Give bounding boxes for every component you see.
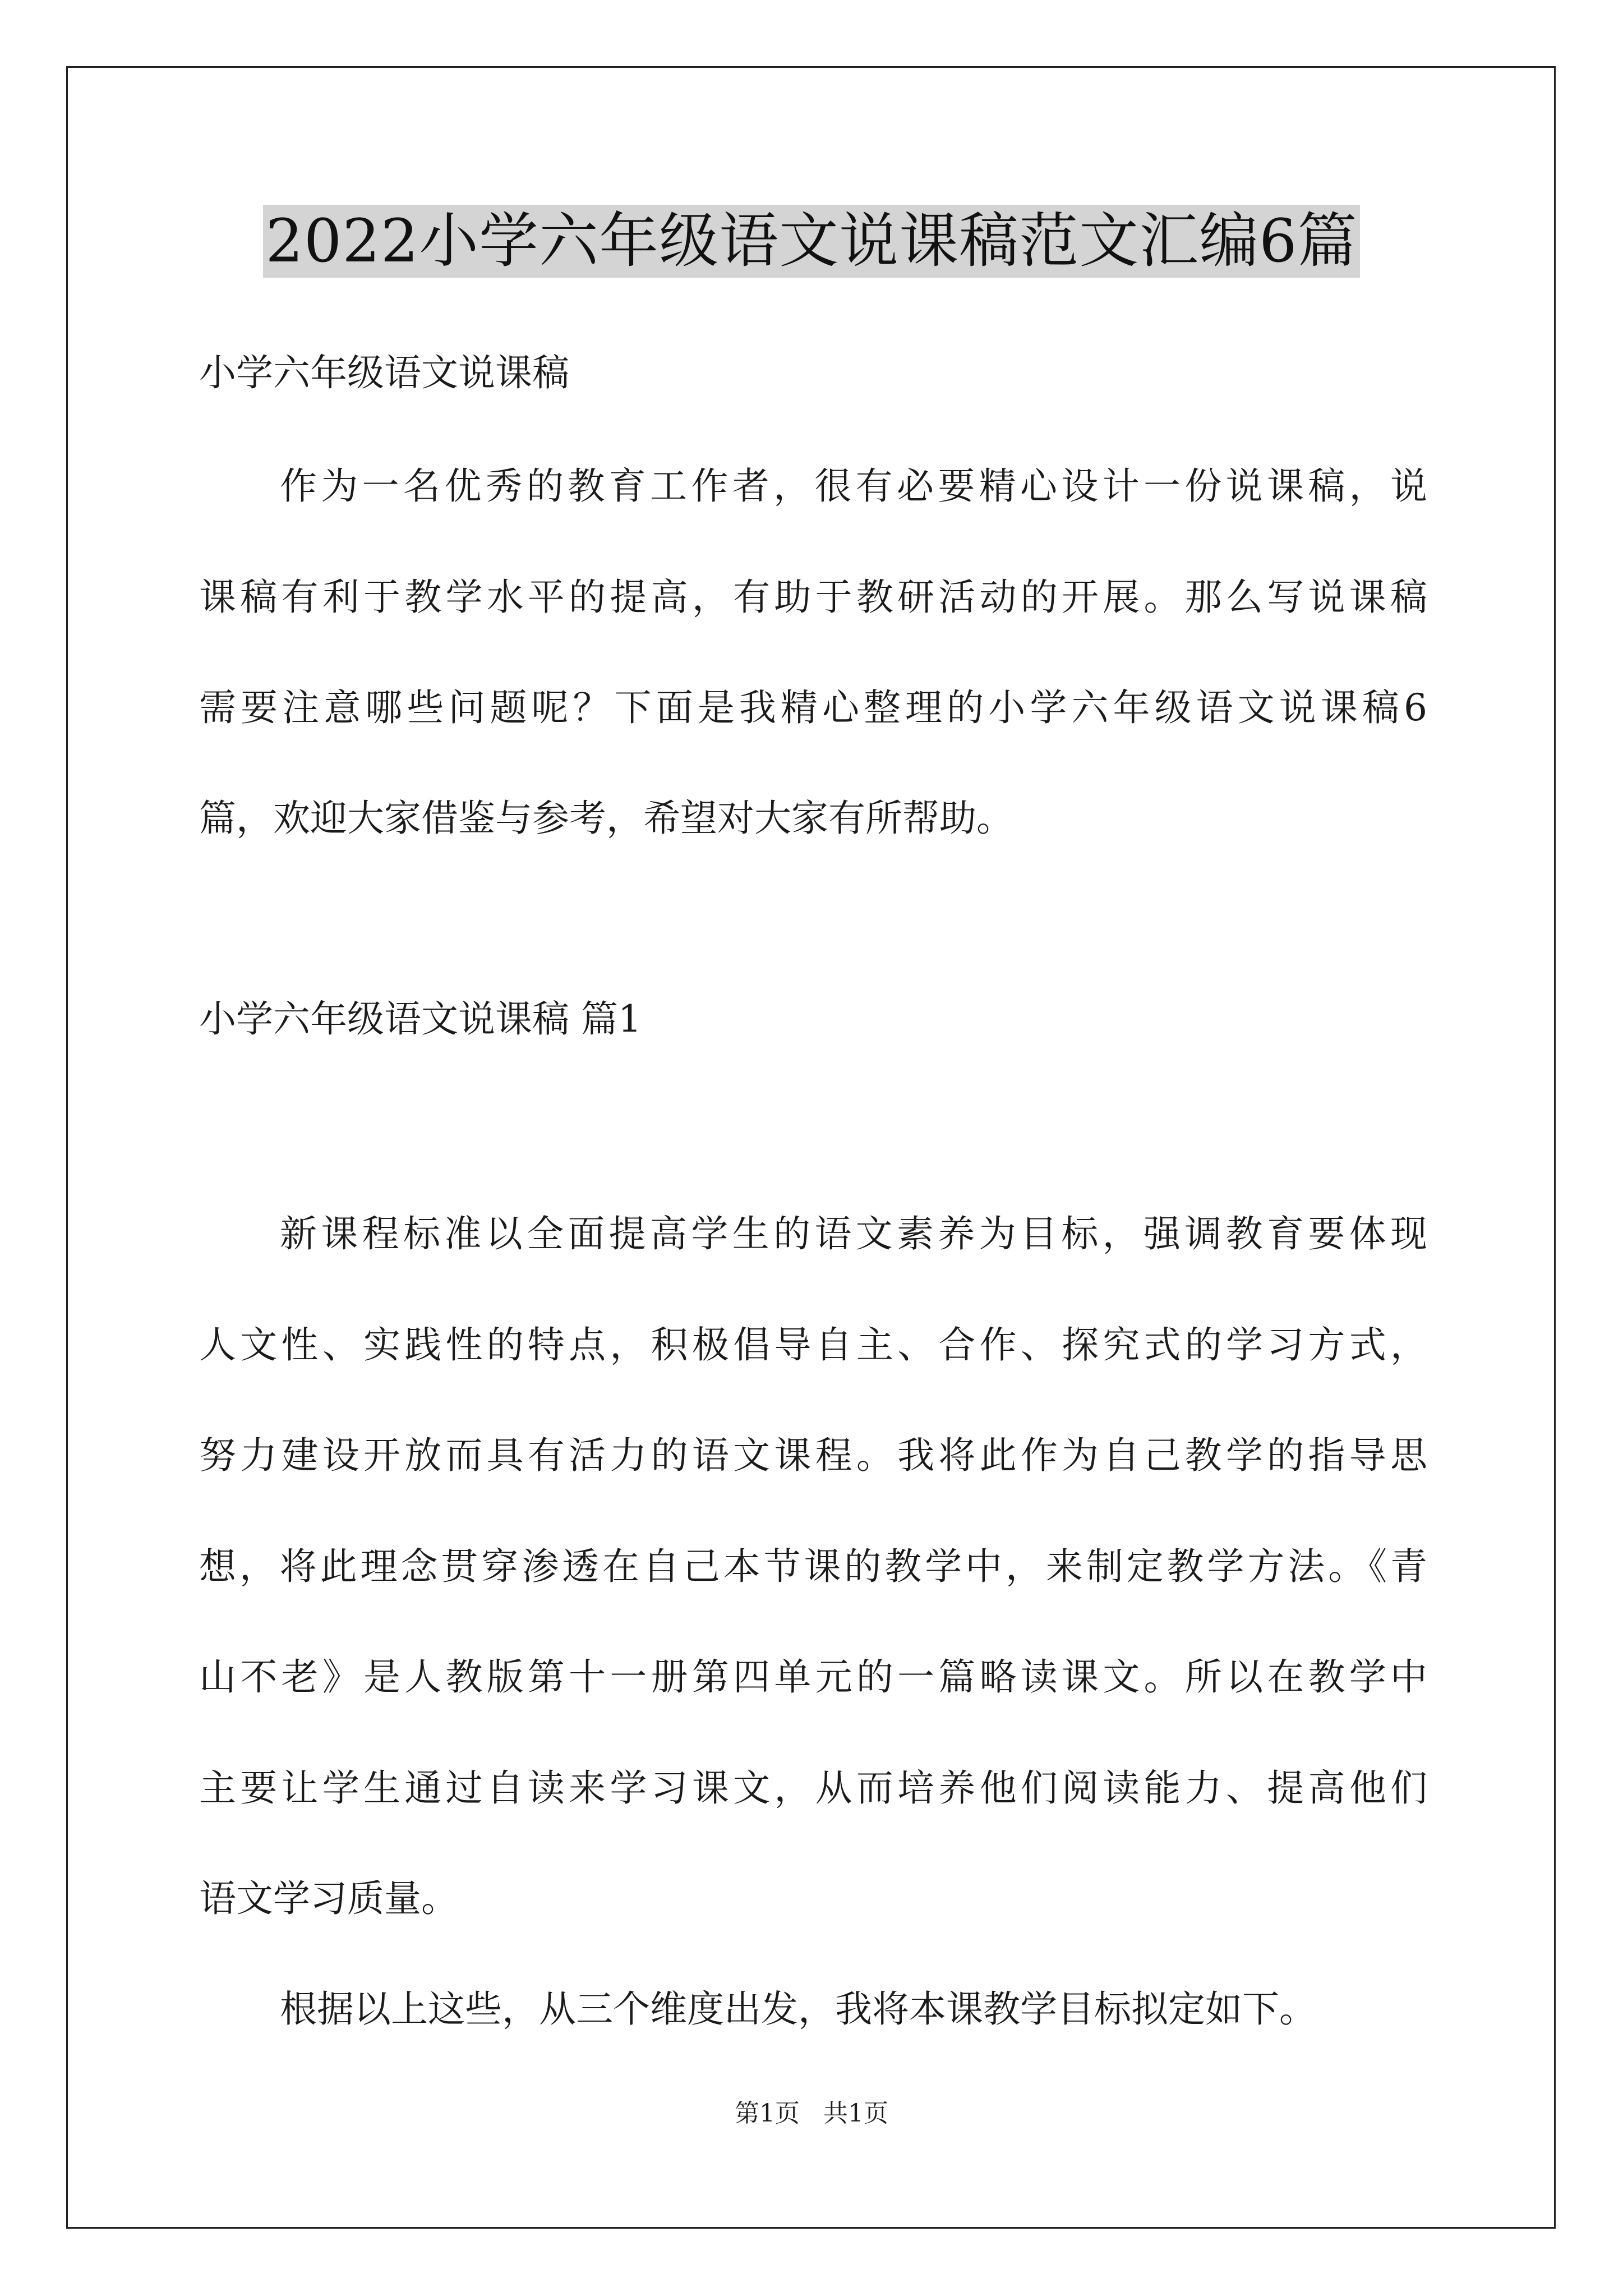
closing-line: 根据以上这些，从三个维度出发，我将本课教学目标拟定如下。: [280, 1987, 1316, 2031]
intro-line-3: 需要注意哪些问题呢？下面是我精心整理的小学六年级语文说课稿6: [199, 686, 1427, 729]
intro-line-2: 课稿有利于教学水平的提高，有助于教研活动的开展。那么写说课稿: [199, 576, 1427, 619]
page-footer: 第1页 共1页: [735, 2099, 888, 2128]
intro-line-1: 作为一名优秀的教育工作者，很有必要精心设计一份说课稿，说: [280, 464, 1427, 508]
body-line-7: 语文学习质量。: [199, 1877, 458, 1920]
body-line-1: 新课程标准以全面提高学生的语文素养为目标，强调教育要体现: [280, 1212, 1427, 1255]
body-line-6: 主要让学生通过自读来学习课文，从而培养他们阅读能力、提高他们: [199, 1766, 1427, 1810]
title-container: [0, 205, 1623, 278]
body-line-3: 努力建设开放而具有活力的语文课程。我将此作为自己教学的指导思: [199, 1434, 1427, 1477]
section-heading: 小学六年级语文说课稿: [199, 351, 569, 394]
body-line-4: 想，将此理念贯穿渗透在自己本节课的教学中，来制定教学方法。《青: [199, 1545, 1427, 1588]
body-line-5: 山不老》是人教版第十一册第四单元的一篇略读课文。所以在教学中: [199, 1655, 1427, 1699]
body-line-2: 人文性、实践性的特点，积极倡导自主、合作、探究式的学习方式，: [199, 1323, 1427, 1366]
article-heading: 小学六年级语文说课稿 篇1: [199, 997, 642, 1041]
document-title: 2022小学六年级语文说课稿范文汇编6篇: [263, 205, 1359, 278]
intro-line-4: 篇，欢迎大家借鉴与参考，希望对大家有所帮助。: [199, 797, 1013, 840]
